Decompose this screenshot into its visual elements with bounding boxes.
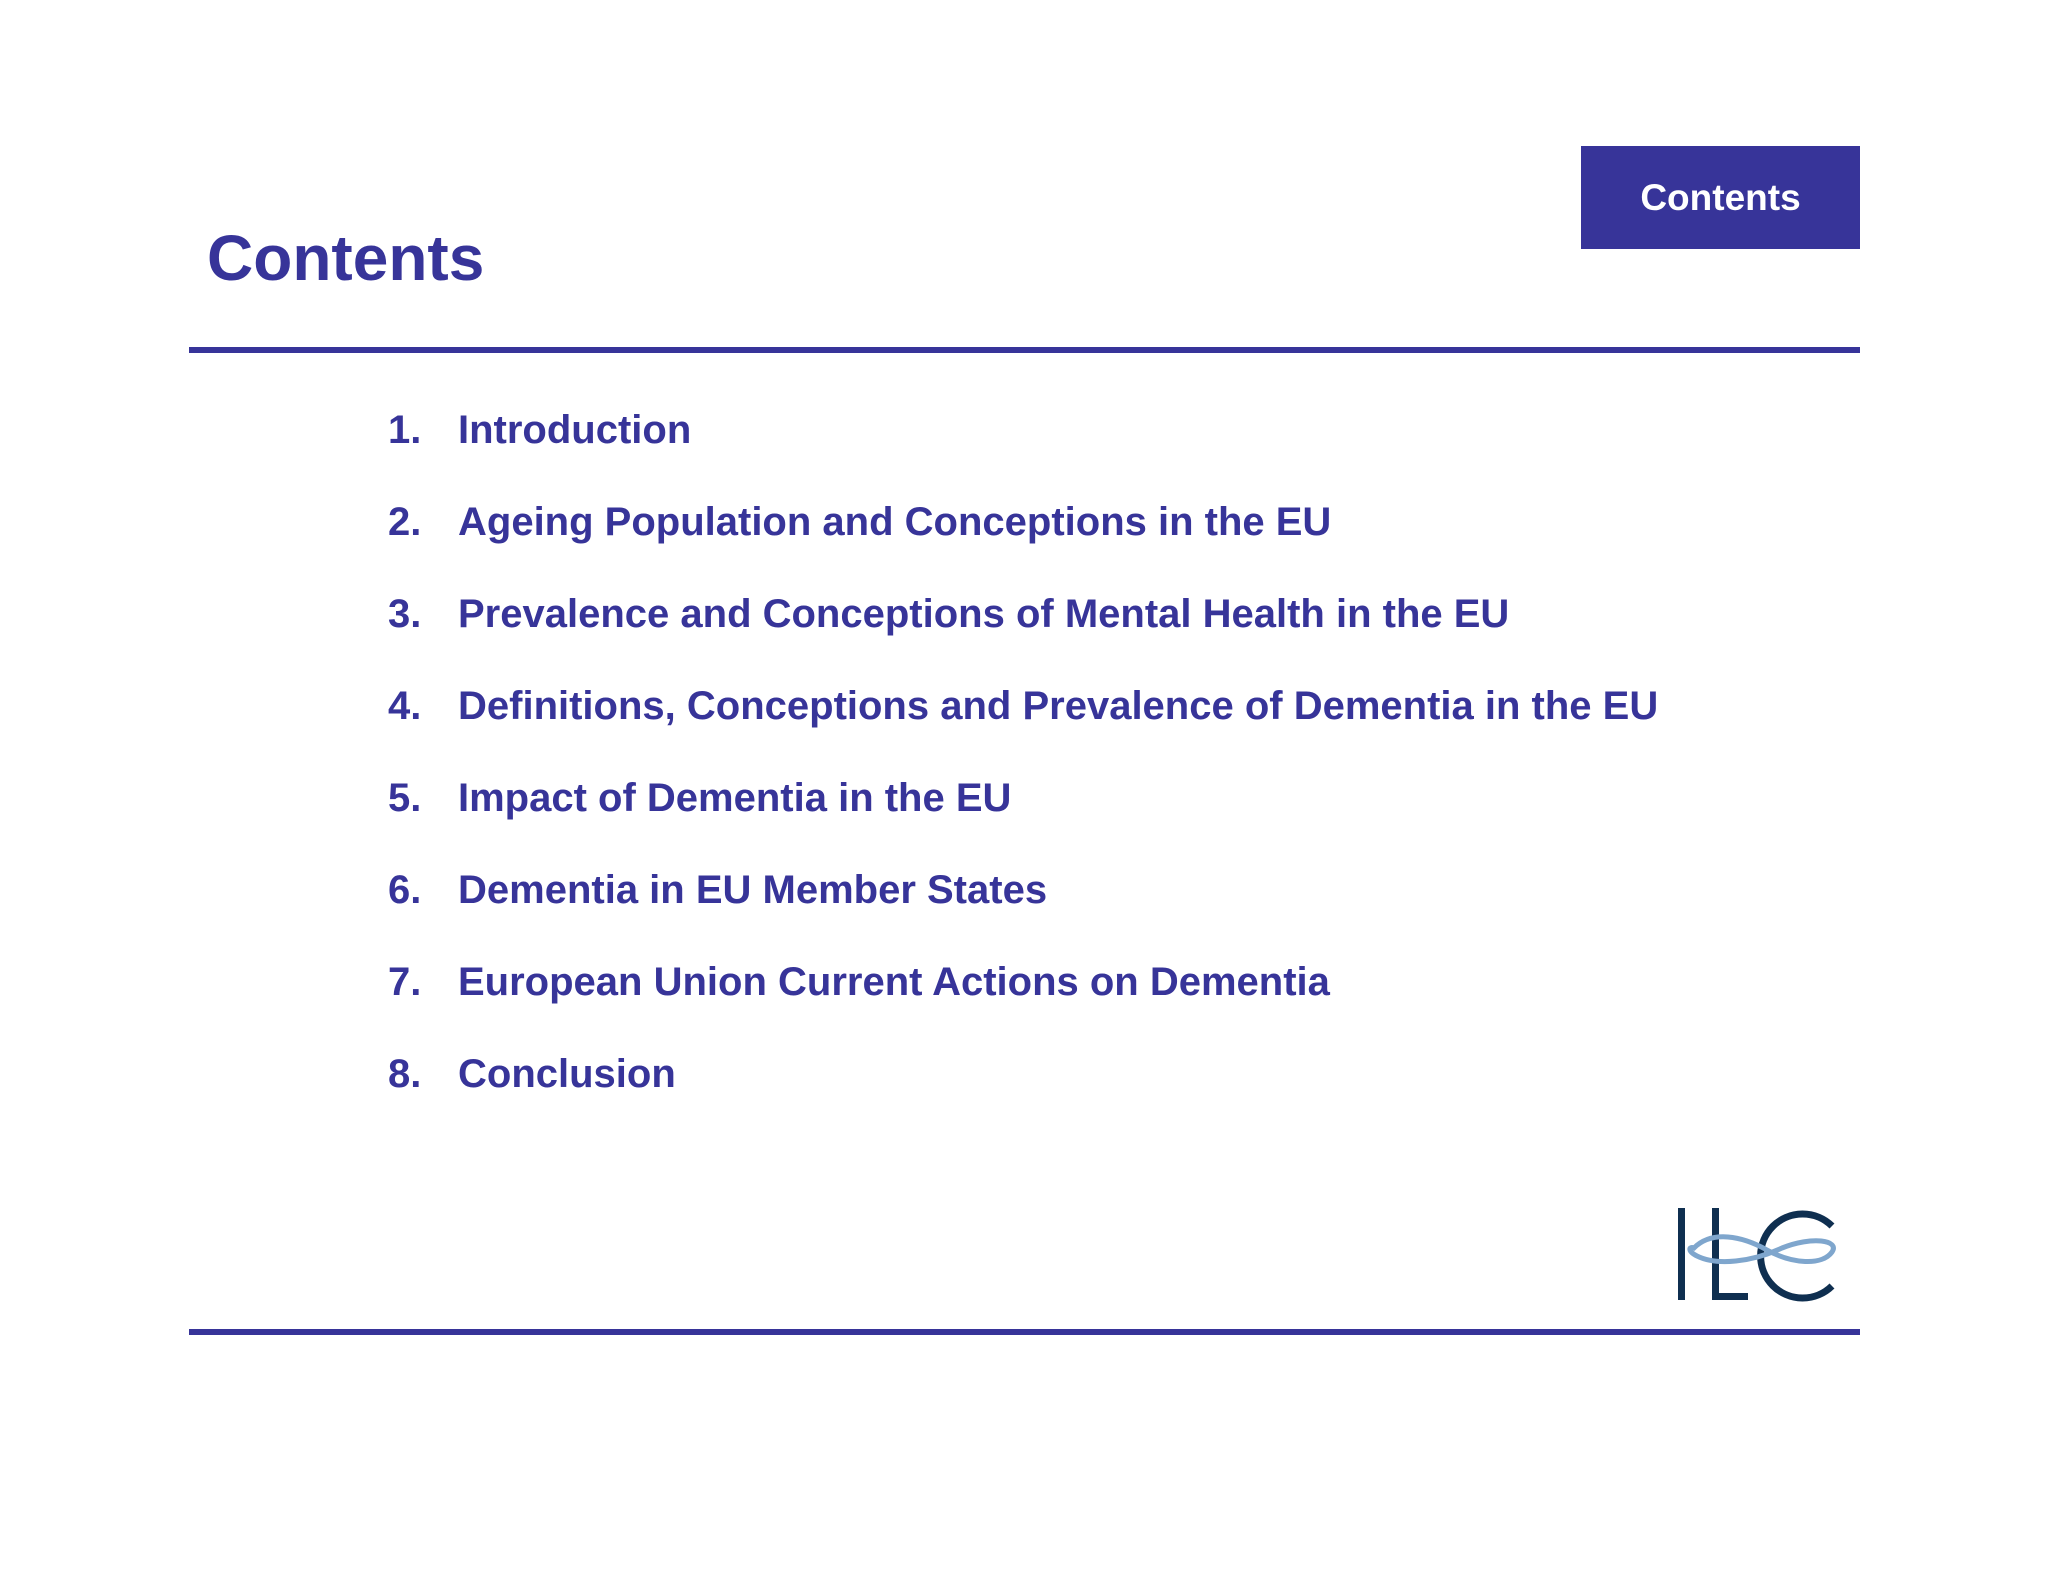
section-tag <box>1581 146 1860 249</box>
toc-item-number: 7. <box>388 960 422 1004</box>
bottom-divider <box>189 1329 1860 1335</box>
toc-item <box>388 400 1658 492</box>
toc-item-number: 5. <box>388 776 422 820</box>
toc-item-number: 6. <box>388 868 422 912</box>
logo-letter-l-stem <box>1712 1208 1719 1300</box>
page-title: Contents <box>207 222 485 294</box>
toc-item-label: Conclusion <box>458 1052 676 1096</box>
ilc-logo-icon <box>1672 1200 1842 1305</box>
toc-item <box>388 768 1658 860</box>
toc-item-label: Definitions, Conceptions and Prevalence of Dementia in the EU <box>458 684 1659 728</box>
toc-item <box>388 952 1658 1044</box>
toc-item-label: Dementia in EU Member States <box>458 868 1048 912</box>
toc-item-number: 8. <box>388 1052 422 1096</box>
toc-item-label: Impact of Dementia in the EU <box>458 776 1012 820</box>
table-of-contents <box>388 400 1658 1136</box>
toc-item-label: Introduction <box>458 408 692 452</box>
toc-item <box>388 860 1658 952</box>
toc-item-label: Ageing Population and Conceptions in the EU <box>458 500 1332 544</box>
toc-item <box>388 492 1658 584</box>
toc-item <box>388 584 1658 676</box>
toc-item-number: 2. <box>388 500 422 544</box>
logo-letter-l-base <box>1712 1293 1748 1300</box>
top-divider <box>189 347 1860 353</box>
toc-item-number: 3. <box>388 592 422 636</box>
toc-item-label: Prevalence and Conceptions of Mental Health in the EU <box>458 592 1510 636</box>
toc-item-label: European Union Current Actions on Dementia <box>458 960 1330 1004</box>
toc-item <box>388 1044 1658 1136</box>
logo-letter-c <box>1761 1214 1832 1298</box>
logo-letter-i <box>1678 1208 1685 1300</box>
toc-item <box>388 676 1658 768</box>
section-tag-label: Contents <box>1640 176 1801 218</box>
toc-item-number: 4. <box>388 684 422 728</box>
toc-item-number: 1. <box>388 408 422 452</box>
